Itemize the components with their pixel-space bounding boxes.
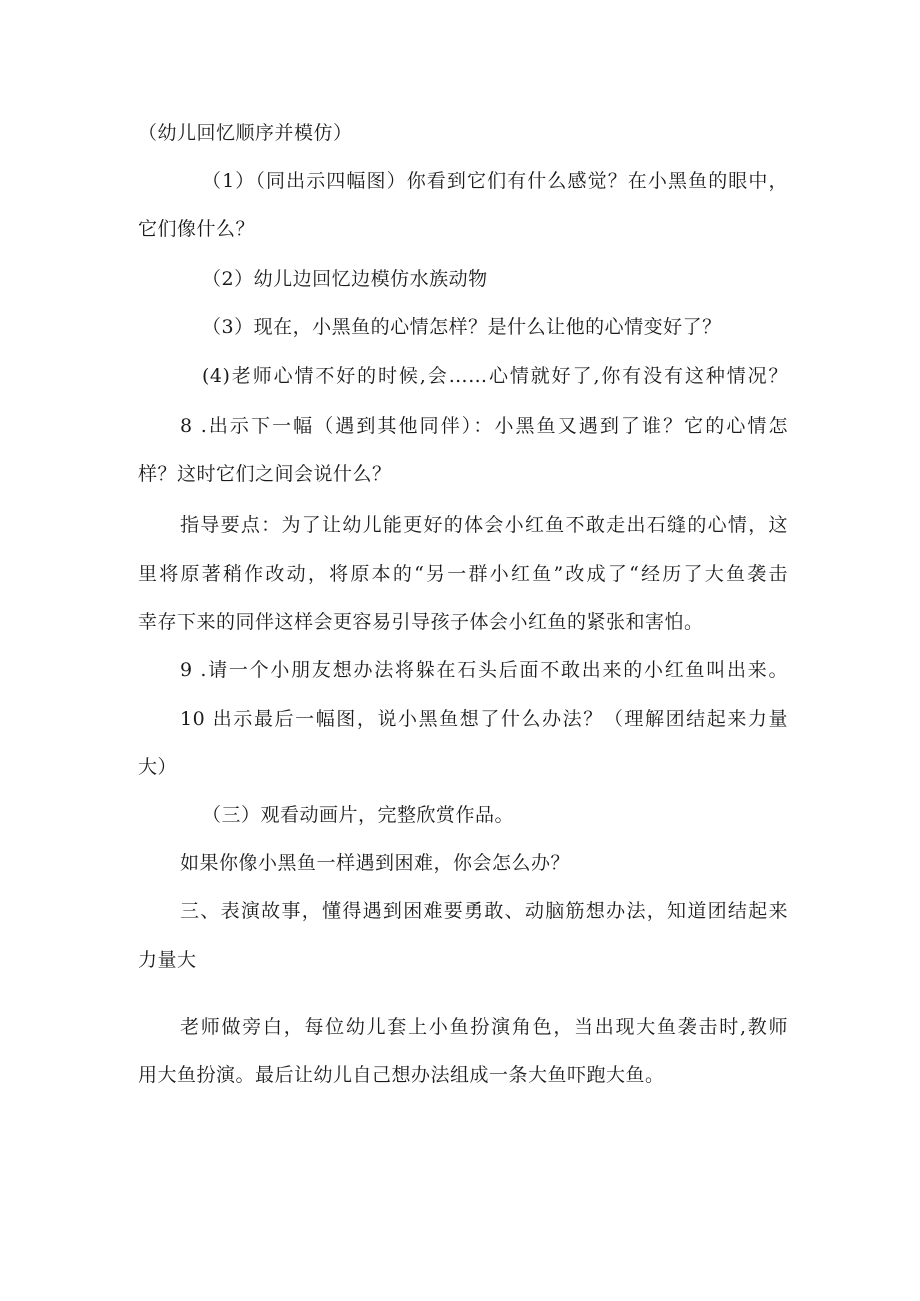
text-line: 指导要点：为了让幼儿能更好的体会小红鱼不敢走出石缝的心情，这 — [180, 514, 788, 536]
text-line: 大） — [138, 756, 178, 778]
text-line: （3）现在，小黑鱼的心情怎样？是什么让他的心情变好了？ — [202, 316, 722, 338]
text-line: 用大鱼扮演。最后让幼儿自己想办法组成一条大鱼吓跑大鱼。 — [138, 1064, 665, 1086]
text-line: (4)老师心情不好的时候,会……心情就好了,你有没有这种情况？ — [202, 365, 788, 387]
text-line: 里将原著稍作改动，将原本的“另一群小红鱼”改成了“经历了大鱼袭击 — [138, 563, 788, 585]
text-line: （三）观看动画片，完整欣赏作品。 — [202, 804, 515, 826]
text-line: 幸存下来的同伴这样会更容易引导孩子体会小红鱼的紧张和害怕。 — [138, 611, 704, 633]
text-line: （2）幼儿边回忆边模仿水族动物 — [202, 268, 488, 290]
text-line: 如果你像小黑鱼一样遇到困难，你会怎么办？ — [180, 852, 571, 874]
text-line: （幼儿回忆顺序并模仿） — [138, 122, 353, 144]
text-line: 老师做旁白，每位幼儿套上小鱼扮演角色，当出现大鱼袭击时,教师 — [180, 1016, 788, 1038]
text-line: 三、表演故事，懂得遇到困难要勇敢、动脑筋想办法，知道团结起来 — [180, 900, 788, 922]
text-line: 样？这时它们之间会说什么？ — [138, 463, 392, 485]
text-line: 它们像什么？ — [138, 218, 256, 240]
text-line: 力量大 — [138, 949, 197, 971]
text-line: 8 .出示下一幅（遇到其他同伴）：小黑鱼又遇到了谁？它的心情怎 — [180, 415, 788, 437]
text-line: 9 .请一个小朋友想办法将躲在石头后面不敢出来的小红鱼叫出来。 — [180, 659, 788, 681]
text-line: （1）（同出示四幅图）你看到它们有什么感觉？在小黑鱼的眼中， — [202, 170, 788, 192]
text-line: 10 出示最后一幅图，说小黑鱼想了什么办法？（理解团结起来力量 — [180, 708, 788, 730]
